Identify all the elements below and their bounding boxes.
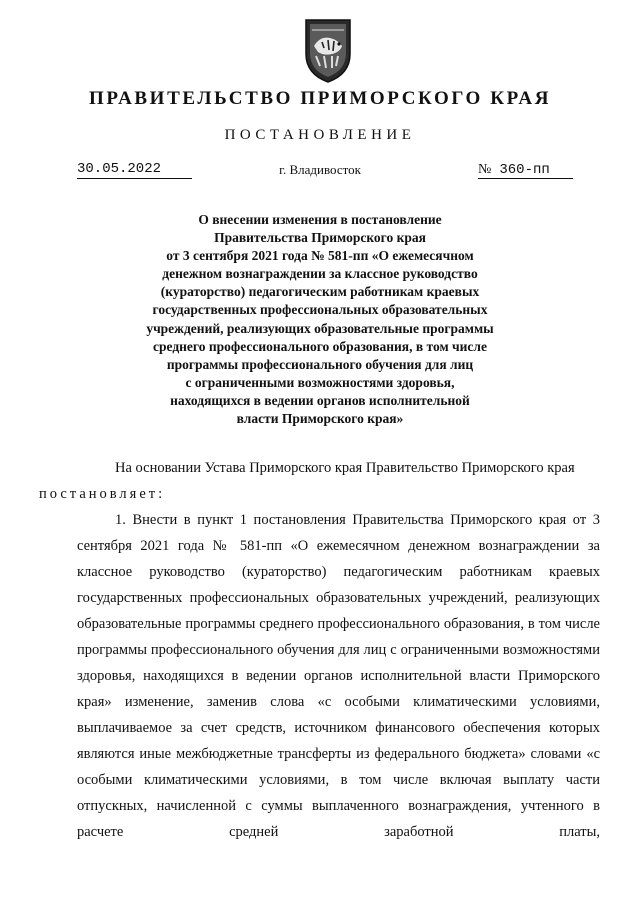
document-number: 360-пп bbox=[499, 162, 550, 178]
primorsky-krai-coat-of-arms-icon bbox=[302, 16, 354, 86]
organization-name: ПРАВИТЕЛЬСТВО ПРИМОРСКОГО КРАЯ bbox=[88, 88, 552, 109]
number-sign: № bbox=[478, 162, 492, 177]
document-type: ПОСТАНОВЛЕНИЕ bbox=[224, 127, 416, 143]
paragraph-1: 1. Внести в пункт 1 постановления Правительства Приморского края от 3 сентября 2021 года № 581-пп «О ежемесячном денежном вознаграждении за классное руководство (кураторство) педагогическим работникам краевых государственных профессиональных образовательных учреждений, реализующих образовательные программы среднего профессионального образования, в том числе программы профессионального обучения для лиц с ограниченными возможностями здоровья, находящихся в ведении органов исполнительной власти Приморского края» изменение, заменив слова «с особыми климатическими условиями, выплачиваемое за счет средств, источником финансового обеспечения которых являются иные межбюджетные трансферты из федерального бюджета» словами «с особыми климатическими условиями, в том числе включая выплату части отпускных, начисленной с суммы выплаченного вознаграждения, учтенного в расчете средней заработной платы, bbox=[77, 512, 600, 840]
resolves-word: постановляет: bbox=[39, 486, 166, 502]
basis-paragraph bbox=[39, 455, 600, 507]
document-city: г. Владивосток bbox=[279, 162, 361, 177]
document-number-field bbox=[478, 161, 573, 179]
document-date: 30.05.2022 bbox=[77, 161, 192, 179]
document-title: О внесении изменения в постановление Правительства Приморского края от 3 сентября 2021 года № 581-пп «О ежемесячном денежном вознаграждении за классное руководство (кураторство) педагогическим работникам краевых государственных профессиональных образовательных учреждений, реализующих образовательные программы среднего профессионального образования, в том числе программы профессионального обучения для лиц с ограниченными возможностями здоровья, находящихся в ведении органов исполнительной власти Приморского края» bbox=[146, 212, 494, 427]
basis-text: На основании Устава Приморского края Правительство Приморского края bbox=[115, 460, 575, 476]
